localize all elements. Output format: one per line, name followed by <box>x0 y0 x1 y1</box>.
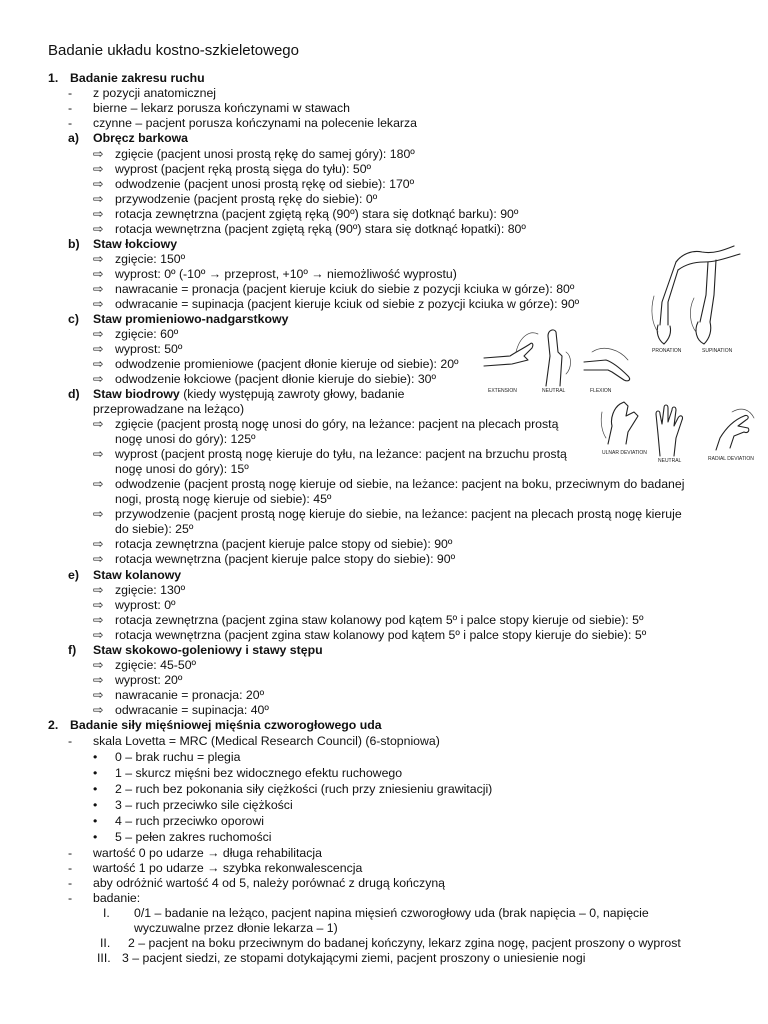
line-marker: - <box>68 86 73 100</box>
line-marker: - <box>68 734 73 748</box>
line-text: rotacja wewnętrzna (pacjent zgiętą ręką (90º) stara się dotknąć łopatki): 80º <box>115 222 526 236</box>
line-marker: ⇨ <box>93 147 104 161</box>
deviation-label-neutral: NEUTRAL <box>658 458 682 464</box>
line-text: wyprost (pacjent prostą nogę kieruje do tyłu, na leżance: pacjent na brzuchu prostą <box>115 447 567 461</box>
line-text: wartość 1 po udarze → szybka rekonwalescencja <box>93 861 363 875</box>
line-text: 0 – brak ruchu = plegia <box>115 750 241 764</box>
line-marker: e) <box>68 568 79 582</box>
line-marker: ⇨ <box>93 628 104 642</box>
document-line <box>115 297 579 312</box>
document-line <box>115 147 415 162</box>
line-marker: ⇨ <box>93 207 104 221</box>
document-line <box>115 162 371 177</box>
line-marker: ⇨ <box>93 537 104 551</box>
document-line <box>115 688 264 703</box>
document-line <box>115 372 436 387</box>
line-text: odwracanie = supinacja: 40º <box>115 703 269 717</box>
document-line <box>93 734 440 749</box>
document-line <box>115 417 558 432</box>
line-marker: I. <box>103 906 110 920</box>
document-line <box>134 921 338 936</box>
document-line <box>115 613 643 628</box>
line-marker: II. <box>100 936 111 950</box>
forearm-label-pronation: PRONATION <box>652 348 682 354</box>
line-marker: - <box>68 861 73 875</box>
forearm-rotation-figure <box>648 240 748 355</box>
line-text: do siebie): 25º <box>115 522 194 536</box>
document-line <box>115 342 182 357</box>
document-line <box>115 477 684 492</box>
document-line <box>115 658 196 673</box>
line-text: wyprost: 50º <box>115 342 183 356</box>
line-text: bierne – lekarz porusza kończynami w stawach <box>93 101 350 115</box>
document-line <box>93 312 288 327</box>
line-marker: ⇨ <box>93 252 104 266</box>
line-text: Badanie siły mięśniowej mięśnia czworogłowego uda <box>70 718 382 732</box>
document-line <box>93 643 323 658</box>
line-marker: ⇨ <box>93 598 104 612</box>
line-marker: - <box>68 891 73 905</box>
line-text: przywodzenie (pacjent prostą nogę kieruje do siebie, na leżance: pacjent na plecach prostą nogę kieruje <box>115 507 682 521</box>
document-line <box>115 327 178 342</box>
line-marker: ⇨ <box>93 357 104 371</box>
document-line <box>115 222 526 237</box>
line-text: rotacja zewnętrzna (pacjent zgina staw kolanowy pod kątem 5º i palce stopy kieruje od siebie): 5º <box>115 613 644 627</box>
line-marker: • <box>93 782 98 796</box>
line-marker: ⇨ <box>93 583 104 597</box>
wrist-label-flexion: FLEXION <box>590 388 612 394</box>
document-line <box>115 628 646 643</box>
line-text: 2 – ruch bez pokonania siły ciężkości (ruch przy zniesieniu grawitacji) <box>115 782 493 796</box>
line-text: nawracanie = pronacja: 20º <box>115 688 265 702</box>
document-line <box>115 766 402 781</box>
line-text: 4 – ruch przeciwko oporowi <box>115 814 264 828</box>
line-marker: ⇨ <box>93 673 104 687</box>
line-marker: • <box>93 814 98 828</box>
line-text: odwodzenie łokciowe (pacjent dłonie kieruje do siebie): 30º <box>115 372 436 386</box>
line-text: wyprost: 0º (-10º → przeprost, +10º → niemożliwość wyprostu) <box>115 267 457 281</box>
document-line <box>115 507 682 522</box>
line-marker: ⇨ <box>93 658 104 672</box>
line-text: zgięcie (pacjent unosi prostą rękę do samej góry): 180º <box>115 147 415 161</box>
document-line <box>115 522 193 537</box>
document-line <box>115 447 567 462</box>
line-marker: ⇨ <box>93 267 104 281</box>
line-text: nogę unosi do góry): 15º <box>115 462 249 476</box>
document-line <box>115 552 455 567</box>
line-marker: ⇨ <box>93 688 104 702</box>
line-text: nogę unosi do góry): 125º <box>115 432 256 446</box>
document-line <box>115 207 518 222</box>
line-text: Badanie zakresu ruchu <box>70 71 205 85</box>
document-line <box>70 71 205 86</box>
deviation-label-ulnar: ULNAR DEVIATION <box>602 450 647 456</box>
document-line <box>93 86 216 101</box>
line-text: nawracanie = pronacja (pacjent kieruje kciuk do siebie z pozycji kciuka w górze): 80º <box>115 282 575 296</box>
line-text: 0/1 – badanie na leżąco, pacjent napina mięsień czworogłowy uda (brak napięcia – 0, napięcie <box>134 906 649 920</box>
document-line <box>93 861 362 876</box>
line-marker: ⇨ <box>93 703 104 717</box>
line-text: Staw kolanowy <box>93 568 182 582</box>
line-text: 1 – skurcz mięśni bez widocznego efektu ruchowego <box>115 766 403 780</box>
line-text: zgięcie: 45-50º <box>115 658 197 672</box>
document-line <box>134 906 649 921</box>
line-marker: f) <box>68 643 77 657</box>
document-line <box>115 703 269 718</box>
line-text: rotacja wewnętrzna (pacjent kieruje palce stopy do siebie): 90º <box>115 552 456 566</box>
line-text: 3 – pacjent siedzi, ze stopami dotykającymi ziemi, pacjent proszony o uniesienie nogi <box>122 951 586 965</box>
document-line <box>115 252 185 267</box>
line-marker: 2. <box>48 718 59 732</box>
line-marker: • <box>93 830 98 844</box>
line-marker: ⇨ <box>93 507 104 521</box>
document-line <box>128 936 681 951</box>
line-marker: ⇨ <box>93 297 104 311</box>
line-text: przywodzenie (pacjent prostą rękę do siebie): 0º <box>115 192 378 206</box>
line-marker: b) <box>68 237 80 251</box>
line-marker: ⇨ <box>93 613 104 627</box>
line-marker: ⇨ <box>93 417 104 431</box>
line-text: 5 – pełen zakres ruchomości <box>115 830 272 844</box>
document-line <box>122 951 585 966</box>
document-line <box>115 462 249 477</box>
wrist-deviation-figure <box>598 398 758 464</box>
line-marker: ⇨ <box>93 342 104 356</box>
document-line <box>93 891 140 906</box>
document-line <box>115 282 574 297</box>
line-text: 3 – ruch przeciwko sile ciężkości <box>115 798 293 812</box>
document-line <box>93 846 322 861</box>
line-marker: - <box>68 846 73 860</box>
line-text: wyprost: 20º <box>115 673 183 687</box>
line-text: odwodzenie (pacjent unosi prostą rękę od siebie): 170º <box>115 177 415 191</box>
line-text: odwodzenie (pacjent prostą nogę kieruje od siebie, na leżance: pacjent na boku, przeciwnym do badanej <box>115 477 685 491</box>
line-text: wartość 0 po udarze → długa rehabilitacja <box>93 846 322 860</box>
document-line <box>115 492 331 507</box>
page-title: Badanie układu kostno-szkieletowego <box>48 42 299 59</box>
line-marker: • <box>93 798 98 812</box>
document-line <box>115 267 457 282</box>
line-marker: ⇨ <box>93 327 104 341</box>
line-text: rotacja zewnętrzna (pacjent zgiętą ręką (90º) stara się dotknąć barku): 90º <box>115 207 519 221</box>
deviation-label-radial: RADIAL DEVIATION <box>708 456 754 462</box>
line-text: wyprost (pacjent ręką prostą sięga do tyłu): 50º <box>115 162 372 176</box>
wrist-flexion-figure <box>480 322 640 394</box>
line-text: Staw skokowo-goleniowy i stawy stępu <box>93 643 323 657</box>
document-line <box>115 598 176 613</box>
line-text: zgięcie (pacjent prostą nogę unosi do góry, na leżance: pacjent na plecach prostą <box>115 417 559 431</box>
document-line <box>70 718 382 733</box>
line-text: aby odróżnić wartość 4 od 5, należy porównać z drugą kończyną <box>93 876 446 890</box>
document-line <box>115 432 256 447</box>
line-text: badanie: <box>93 891 141 905</box>
document-line <box>93 131 188 146</box>
line-text: czynne – pacjent porusza kończynami na polecenie lekarza <box>93 116 418 130</box>
line-text: Staw łokciowy <box>93 237 178 251</box>
line-marker: • <box>93 750 98 764</box>
line-marker: d) <box>68 387 80 401</box>
line-marker: ⇨ <box>93 552 104 566</box>
line-text: zgięcie: 130º <box>115 583 186 597</box>
forearm-label-supination: SUPINATION <box>702 348 733 354</box>
line-marker: III. <box>97 951 111 965</box>
line-marker: • <box>93 766 98 780</box>
line-text: zgięcie: 150º <box>115 252 186 266</box>
document-line <box>115 583 185 598</box>
line-marker: c) <box>68 312 79 326</box>
document-line <box>115 750 240 765</box>
line-marker: ⇨ <box>93 177 104 191</box>
document-line <box>115 814 264 829</box>
document-line <box>115 673 182 688</box>
line-text: wyprost: 0º <box>115 598 176 612</box>
line-text: 2 – pacjent na boku przeciwnym do badanej kończyny, lekarz zgina nogę, pacjent proszony o wyprost <box>128 936 681 950</box>
line-text-rest: (kiedy występują zawroty głowy, badanie <box>179 387 405 401</box>
line-marker: ⇨ <box>93 222 104 236</box>
wrist-label-neutral: NEUTRAL <box>542 388 566 394</box>
line-marker: - <box>68 116 73 130</box>
line-marker: - <box>68 101 73 115</box>
line-text: nogi, prostą nogę kieruje od siebie): 45º <box>115 492 332 506</box>
document-line <box>93 568 181 583</box>
line-marker: - <box>68 876 73 890</box>
line-text: z pozycji anatomicznej <box>93 86 217 100</box>
document-line <box>115 537 452 552</box>
line-text: odwracanie = supinacja (pacjent kieruje kciuk od siebie z pozycji kciuka w górze): 90º <box>115 297 580 311</box>
line-text: odwodzenie promieniowe (pacjent dłonie kieruje od siebie): 20º <box>115 357 459 371</box>
document-line <box>115 830 272 845</box>
document-line <box>93 101 350 116</box>
document-line <box>115 177 414 192</box>
line-marker: ⇨ <box>93 162 104 176</box>
document-line <box>93 237 177 252</box>
line-text: rotacja wewnętrzna (pacjent zgina staw kolanowy pod kątem 5º i palce stopy kieruje do siebie): 5º <box>115 628 647 642</box>
line-marker: ⇨ <box>93 192 104 206</box>
line-marker: 1. <box>48 71 59 85</box>
line-marker: ⇨ <box>93 477 104 491</box>
document-line <box>115 192 377 207</box>
document-line <box>115 782 492 797</box>
wrist-label-extension: EXTENSION <box>488 388 517 394</box>
document-line <box>93 116 417 131</box>
line-text: Obręcz barkowa <box>93 131 188 145</box>
line-text: skala Lovetta = MRC (Medical Research Council) (6-stopniowa) <box>93 734 440 748</box>
document-line <box>115 357 459 372</box>
line-marker: ⇨ <box>93 372 104 386</box>
document-line <box>93 402 244 417</box>
line-text: wyczuwalne przez dłonie lekarza – 1) <box>134 921 338 935</box>
line-text: rotacja zewnętrzna (pacjent kieruje palce stopy od siebie): 90º <box>115 537 453 551</box>
line-text: zgięcie: 60º <box>115 327 179 341</box>
line-marker: ⇨ <box>93 282 104 296</box>
document-line <box>115 798 293 813</box>
line-marker: a) <box>68 131 79 145</box>
line-text: Staw promieniowo-nadgarstkowy <box>93 312 289 326</box>
line-marker: ⇨ <box>93 447 104 461</box>
line-text: przeprowadzane na leżąco) <box>93 402 245 416</box>
document-line <box>93 387 404 402</box>
document-line <box>93 876 445 891</box>
line-text: Staw biodrowy <box>93 387 180 401</box>
